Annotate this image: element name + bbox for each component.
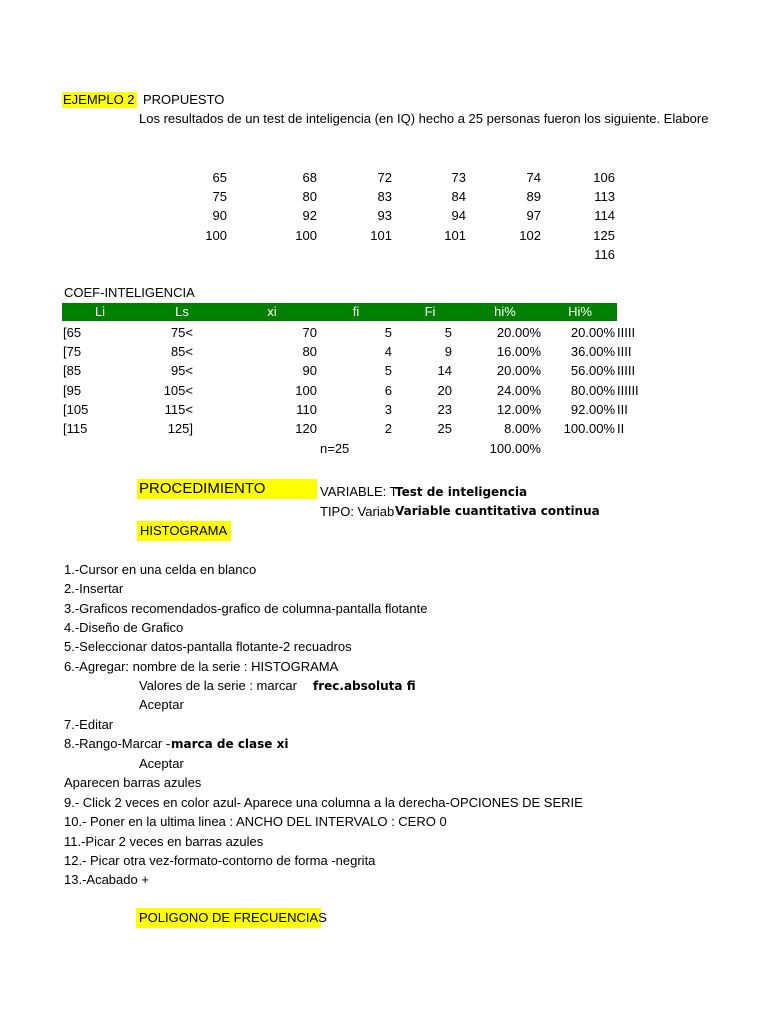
cell-Hi: 56.00%: [570, 363, 615, 378]
tipo-value: Variable cuantitativa continua: [395, 504, 600, 518]
cell-hi: 20.00%: [496, 363, 541, 378]
cell-Fi: 9: [444, 344, 452, 359]
step-text: 4.-Diseño de Grafico: [64, 620, 184, 635]
step-text: 5.-Seleccionar datos-pantalla flotante-2 recuadros: [64, 639, 352, 654]
cell-Hi: 20.00%: [570, 325, 615, 340]
cell-tally: IIIIII: [617, 383, 639, 398]
cell-tally: II: [617, 421, 625, 436]
step-text: Aceptar: [139, 756, 184, 771]
cell-ls: 75<: [170, 325, 193, 340]
header-fi: fi: [352, 304, 360, 319]
cell-xi: 110: [296, 402, 317, 417]
cell-ls: 85<: [170, 344, 193, 359]
cell-ls: 95<: [170, 363, 193, 378]
cell-fi: 2: [384, 421, 392, 436]
header-xi: xi: [267, 304, 277, 319]
cell-fi: 5: [384, 363, 392, 378]
raw-data-cell: 84: [451, 189, 466, 204]
raw-data-cell: 72: [377, 170, 392, 185]
raw-data-cell: 80: [302, 189, 317, 204]
cell-ls: 115<: [164, 402, 193, 417]
raw-data-cell: 65: [212, 170, 227, 185]
histogram-title: HISTOGRAMA: [137, 521, 231, 541]
cell-Hi: 80.00%: [570, 383, 615, 398]
header-ls: Ls: [175, 304, 189, 319]
step-text: 9.- Click 2 veces en color azul- Aparece una columna a la derecha-OPCIONES DE SERIE: [64, 795, 583, 810]
variable-value: Test de inteligencia: [395, 485, 528, 499]
problem-description: Los resultados de un test de inteligencia (en IQ) hecho a 25 personas fueron los siguiente. Elabore: [139, 111, 709, 126]
raw-data-cell: 101: [370, 228, 392, 243]
cell-tally: IIIII: [617, 363, 636, 378]
header-Fi: Fi: [424, 304, 436, 319]
raw-data-cell: 89: [526, 189, 541, 204]
cell-hi: 16.00%: [496, 344, 541, 359]
raw-data-cell: 125: [593, 228, 615, 243]
cell-xi: 100: [295, 383, 317, 398]
raw-data-cell: 73: [451, 170, 466, 185]
procedure-title: PROCEDIMIENTO: [137, 479, 317, 499]
cell-Fi: 5: [444, 325, 452, 340]
raw-data-cell: 68: [302, 170, 317, 185]
step-text: Valores de la serie : marcar: [139, 678, 297, 693]
step-text: 6.-Agregar: nombre de la serie : HISTOGRAMA: [64, 659, 339, 674]
table-header: [62, 303, 617, 321]
cell-xi: 80: [302, 344, 317, 359]
step-bold: marca de clase xi: [171, 737, 289, 751]
cell-Hi: 92.00%: [570, 402, 615, 417]
header-li: Li: [94, 304, 106, 319]
raw-data-cell: 75: [212, 189, 227, 204]
step-text: 1.-Cursor en una celda en blanco: [64, 562, 257, 577]
step-text: Aceptar: [139, 697, 184, 712]
cell-Fi: 14: [437, 363, 452, 378]
step-text: 8.-Rango-Marcar -: [64, 736, 171, 751]
cell-ls: 125]: [167, 421, 193, 436]
tipo-label: TIPO: Variab: [320, 504, 395, 519]
raw-data-cell: 93: [377, 208, 392, 223]
cell-fi: 4: [384, 344, 392, 359]
cell-hi: 8.00%: [504, 421, 541, 436]
cell-li: [105: [63, 402, 89, 417]
cell-tally: IIIII: [617, 325, 636, 340]
step-text: Aparecen barras azules: [64, 775, 202, 790]
raw-data-cell: 102: [519, 228, 541, 243]
example-label: EJEMPLO 2: [63, 92, 135, 107]
cell-xi: 120: [295, 421, 317, 436]
cell-tally: IIII: [617, 344, 632, 359]
cell-xi: 70: [302, 325, 317, 340]
cell-tally: III: [617, 402, 628, 417]
step-text: 11.-Picar 2 veces en barras azules: [64, 834, 264, 849]
cell-li: [115: [63, 421, 88, 436]
cell-hi: 24.00%: [496, 383, 541, 398]
cell-fi: 3: [384, 402, 392, 417]
cell-xi: 90: [302, 363, 317, 378]
raw-data-cell: 100: [295, 228, 317, 243]
raw-data-cell: 83: [377, 189, 392, 204]
cell-ls: 105<: [163, 383, 193, 398]
cell-fi: 6: [384, 383, 392, 398]
step-text: 7.-Editar: [64, 717, 114, 732]
raw-data-cell: 97: [526, 208, 541, 223]
cell-fi: 5: [384, 325, 392, 340]
raw-data-cell: 94: [451, 208, 466, 223]
step-text: 13.-Acabado +: [64, 872, 149, 887]
sample-size: n=25: [320, 441, 350, 456]
raw-data-cell: 90: [212, 208, 227, 223]
cell-Fi: 23: [437, 402, 452, 417]
cell-Fi: 20: [437, 383, 452, 398]
polygon-title: POLIGONO DE FRECUENCIAS: [136, 908, 321, 928]
variable-label: VARIABLE: T: [320, 484, 398, 499]
total-hi: 100.00%: [489, 441, 541, 456]
step-text: 3.-Graficos recomendados-grafico de columna-pantalla flotante: [64, 601, 428, 616]
raw-data-cell: 114: [594, 208, 615, 223]
step-text: 2.-Insertar: [64, 581, 124, 596]
table-title: COEF-INTELIGENCIA: [64, 285, 195, 300]
cell-li: [85: [63, 363, 82, 378]
header-hi-percent: hi%: [494, 304, 516, 319]
raw-data-cell: 113: [594, 189, 615, 204]
cell-Hi: 36.00%: [570, 344, 615, 359]
cell-hi: 12.00%: [496, 402, 541, 417]
cell-Hi: 100.00%: [563, 421, 615, 436]
raw-data-cell: 106: [593, 170, 615, 185]
header-Hi-percent: Hi%: [568, 304, 592, 319]
cell-li: [65: [63, 325, 82, 340]
raw-data-cell: 100: [205, 228, 227, 243]
step-text: 10.- Poner en la ultima linea : ANCHO DEL INTERVALO : CERO 0: [64, 814, 447, 829]
example-title: PROPUESTO: [143, 92, 225, 107]
step-bold: frec.absoluta fi: [313, 679, 416, 693]
raw-data-cell: 116: [594, 247, 615, 262]
raw-data-cell: 101: [444, 228, 466, 243]
raw-data-cell: 92: [302, 208, 317, 223]
raw-data-cell: 74: [526, 170, 541, 185]
cell-hi: 20.00%: [496, 325, 541, 340]
cell-li: [95: [63, 383, 82, 398]
step-text: 12.- Picar otra vez-formato-contorno de forma -negrita: [64, 853, 376, 868]
cell-li: [75: [63, 344, 82, 359]
cell-Fi: 25: [437, 421, 452, 436]
